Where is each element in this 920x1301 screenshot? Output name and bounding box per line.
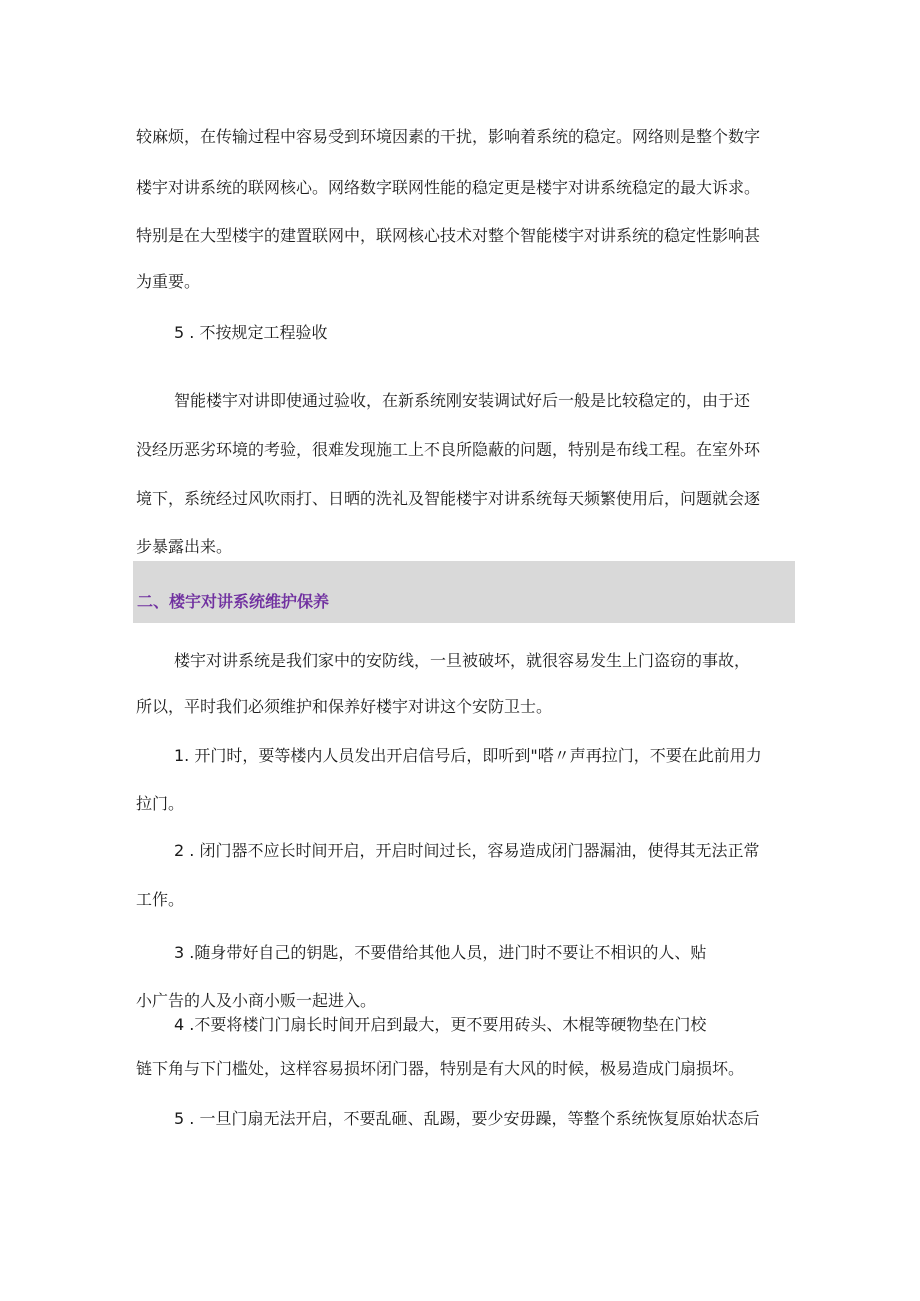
paragraph-line: 特别是在大型楼宇的建置联网中，联网核心技术对整个智能楼宇对讲系统的稳定性影响甚: [136, 226, 761, 245]
list-item-heading: 5 . 不按规定工程验收: [174, 323, 328, 342]
list-item: 小广告的人及小商小贩一起进入。: [136, 991, 377, 1010]
paragraph-line: 境下，系统经过风吹雨打、日晒的洗礼及智能楼宇对讲系统每天频繁使用后，问题就会逐: [136, 489, 761, 508]
paragraph-line: 楼宇对讲系统的联网核心。网络数字联网性能的稳定更是楼宇对讲系统稳定的最大诉求。: [136, 178, 761, 197]
paragraph-line: 为重要。: [136, 272, 201, 291]
list-item: 1. 开门时，要等楼内人员发出开启信号后，即听到"嗒〃声再拉门，不要在此前用力: [174, 746, 762, 765]
paragraph-line: 智能楼宇对讲即使通过验收，在新系统刚安装调试好后一般是比较稳定的，由于还: [174, 391, 751, 410]
list-item: 2 . 闭门器不应长时间开启，开启时间过长，容易造成闭门器漏油，使得其无法正常: [174, 841, 760, 860]
paragraph-line: 楼宇对讲系统是我们家中的安防线，一旦被破坏，就很容易发生上门盗窃的事故，: [174, 651, 751, 670]
list-item: 工作。: [136, 890, 185, 909]
list-item: 3 .随身带好自己的钥匙，不要借给其他人员，进门时不要让不相识的人、贴: [174, 943, 707, 962]
paragraph-line: 所以，平时我们必须维护和保养好楼宇对讲这个安防卫士。: [136, 697, 553, 716]
section-heading: [133, 561, 795, 623]
list-item: 链下角与下门槛处，这样容易损坏闭门器，特别是有大风的时候，极易造成门扇损坏。: [136, 1059, 745, 1078]
list-item: 4 .不要将楼门门扇长时间开启到最大，更不要用砖头、木棍等硬物垫在门校: [174, 1015, 707, 1034]
paragraph-line: 没经历恶劣环境的考验，很难发现施工上不良所隐蔽的问题，特别是布线工程。在室外环: [136, 440, 761, 459]
paragraph-line: 步暴露出来。: [136, 537, 233, 556]
paragraph-line: 较麻烦，在传输过程中容易受到环境因素的干扰，影响着系统的稳定。网络则是整个数字: [136, 127, 761, 146]
section-heading-text: 二、楼宇对讲系统维护保养: [137, 592, 330, 611]
list-item: 5 . 一旦门扇无法开启，不要乱砸、乱踢，要少安毋躁，等整个系统恢复原始状态后: [174, 1109, 760, 1128]
list-item: 拉门。: [136, 794, 185, 813]
